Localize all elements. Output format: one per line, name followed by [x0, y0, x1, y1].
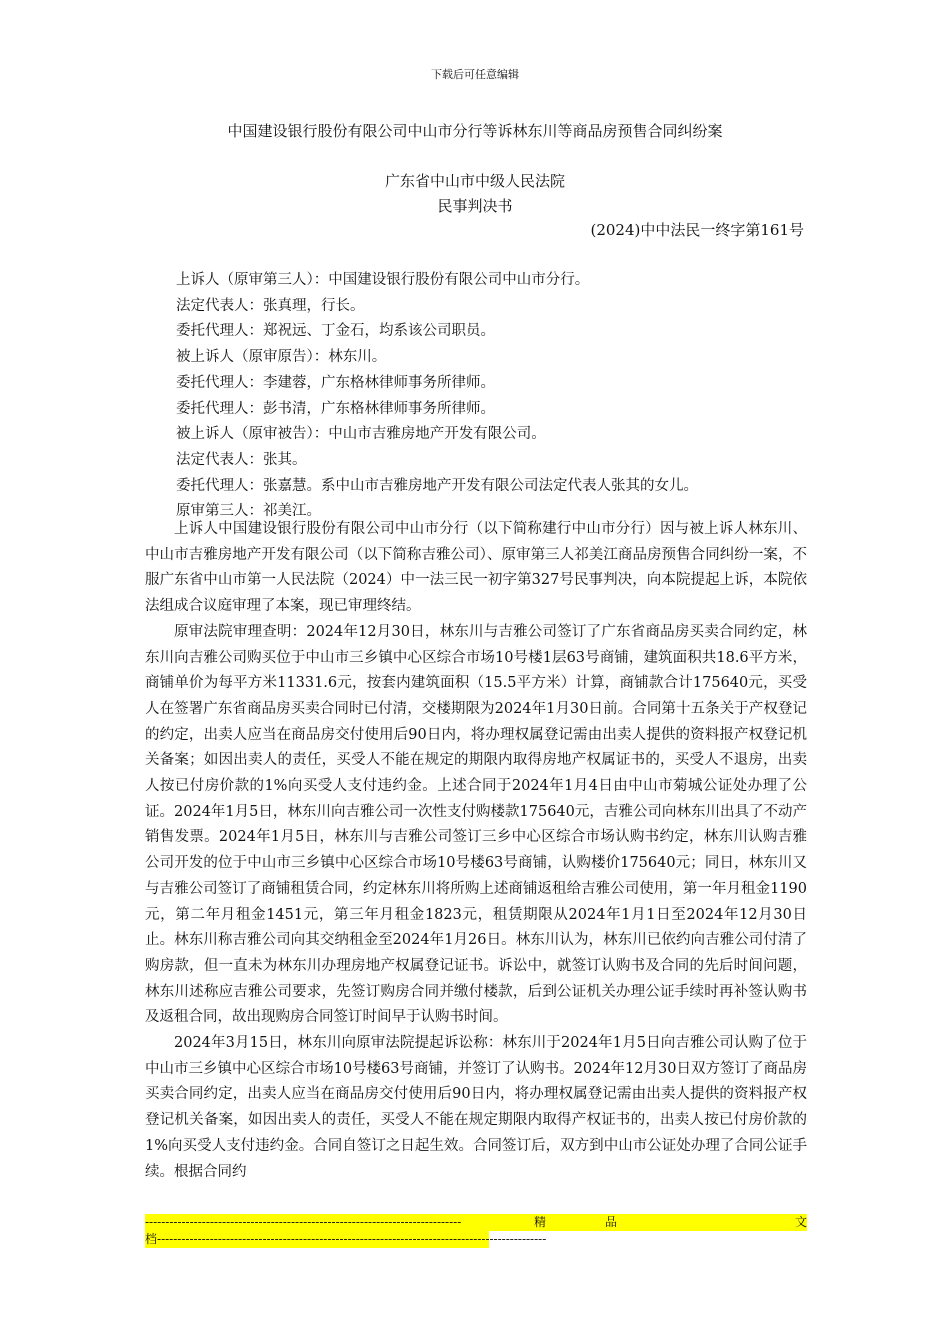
- footer-gap: [676, 1214, 736, 1231]
- party-list: [176, 268, 816, 525]
- header-note: 下载后可任意编辑: [431, 68, 519, 81]
- document-type: 民事判决书: [437, 197, 513, 215]
- case-title: 中国建设银行股份有限公司中山市分行等诉林东川等商品房预售合同纠纷案: [227, 122, 723, 140]
- party-line: 委托代理人：李建蓉，广东格林律师事务所律师。: [176, 374, 495, 391]
- case-number: (2024)中中法民一终字第161号: [590, 221, 804, 239]
- paragraph-facts: 原审法院审理查明：2024年12月30日，林东川与吉雅公司签订了广东省商品房买卖合同约定，林东川向吉雅公司购买位于中山市三乡镇中心区综合市场10号楼1层63号商铺，建筑面积共18.6平方米，商铺单价为每平方米11331.6元，按套内建筑面积（15.5平方米）计算，商铺款合计175640元，买受人在签署广东省商品房买卖合同时已付清，交楼期限为2024年1月30日前。合同第十五条关于产权登记的约定，出卖人应当在商品房交付使用后90日内，将办理权属登记需由出卖人提供的资料报产权登记机关备案；如因出卖人的责任，买受人不能在规定的期限内取得房地产权属证书的，买受人不退房，出卖人按已付房价款的1%向买受人支付违约金。上述合同于2024年1月4日由中山市菊城公证处办理了公证。2024年1月5日，林东川向吉雅公司一次性支付购楼款175640元，吉雅公司向林东川出具了不动产销售发票。2024年1月5日，林东川与吉雅公司签订三乡中心区综合市场认购书约定，林东川认购吉雅公司开发的位于中山市三乡镇中心区综合市场10号楼63号商铺，认购楼价175640元；同日，林东川又与吉雅公司签订了商铺租赁合同，约定林东川将所购上述商铺返租给吉雅公司使用，第一年月租金1190元，第二年月租金1451元，第三年月租金1823元，租赁期限从2024年1月1日至2024年12月30日止。林东川称吉雅公司向其交纳租金至2024年1月26日。林东川认为，林东川已依约向吉雅公司付清了购房款，但一直未为林东川办理房地产权属登记证书。诉讼中，就签订认购书及合同的先后时间问题，林东川述称应吉雅公司要求，先签订购房合同并缴付楼款，后到公证机关办理公证手续时再补签认购书及返租合同，故出现购房合同签订时间早于认购书时间。: [145, 623, 807, 1026]
- footer-char-jing: 精: [533, 1215, 546, 1229]
- party-line: 上诉人（原审第三人）：中国建设银行股份有限公司中山市分行。: [176, 272, 590, 288]
- party-line: 法定代表人：张真理，行长。: [176, 297, 365, 314]
- court-name: 广东省中山市中级人民法院: [384, 172, 565, 190]
- party-line: 委托代理人：郑祝远、丁金石，均系该公司职员。: [176, 323, 495, 340]
- judgment-body: [145, 517, 807, 1185]
- paragraph-appeal-intro: 上诉人中国建设银行股份有限公司中山市分行（以下简称建行中山市分行）因与被上诉人林东川、中山市吉雅房地产开发有限公司（以下简称吉雅公司）、原审第三人祁美江商品房预售合同纠纷一案，不服广东省中山市第一人民法院（2024）中一法三民一初字第327号民事判决，向本院提起上诉，本院依法组成合议庭审理了本案，现已审理终结。: [145, 521, 807, 615]
- dash-run: ------------------------------------------------------------------------------: [145, 1215, 462, 1229]
- footer-char-pin: 品: [604, 1215, 617, 1229]
- footer-band-line-2: [145, 1231, 547, 1248]
- footer-watermark-band: [145, 1214, 807, 1248]
- party-line: 被上诉人（原审被告）：中山市吉雅房地产开发有限公司。: [176, 426, 546, 443]
- footer-char-dang: 档: [145, 1232, 158, 1246]
- party-line: 委托代理人：张嘉慧。系中山市吉雅房地产开发有限公司法定代表人张其的女儿。: [176, 477, 698, 494]
- party-line: 原审第三人：祁美江。: [176, 503, 321, 520]
- paragraph-claim: 2024年3月15日，林东川向原审法院提起诉讼称：林东川于2024年1月5日向吉雅公司认购了位于中山市三乡镇中心区综合市场10号楼63号商铺，并签订了认购书。2024年12月30日双方签订了商品房买卖合同约定，出卖人应当在商品房交付使用后90日内，将办理权属登记需由出卖人提供的资料报产权登记机关备案，如因出卖人的责任，买受人不能在规定期限内取得产权证书的，出卖人按已付房价款的1%向买受人支付违约金。合同自签订之日起生效。合同签订后，双方到中山市公证处办理了合同公证手续。根据合同约: [145, 1035, 807, 1180]
- party-line: 委托代理人：彭书清，广东格林律师事务所律师。: [176, 400, 495, 417]
- footer-band-line-1: [145, 1214, 807, 1231]
- party-line: 被上诉人（原审原告）：林东川。: [176, 349, 387, 366]
- footer-char-wen: 文: [794, 1215, 807, 1229]
- party-line: 法定代表人：张其。: [176, 451, 307, 468]
- dash-run: ------------------------------------------------------------------------------------------------: [157, 1232, 547, 1246]
